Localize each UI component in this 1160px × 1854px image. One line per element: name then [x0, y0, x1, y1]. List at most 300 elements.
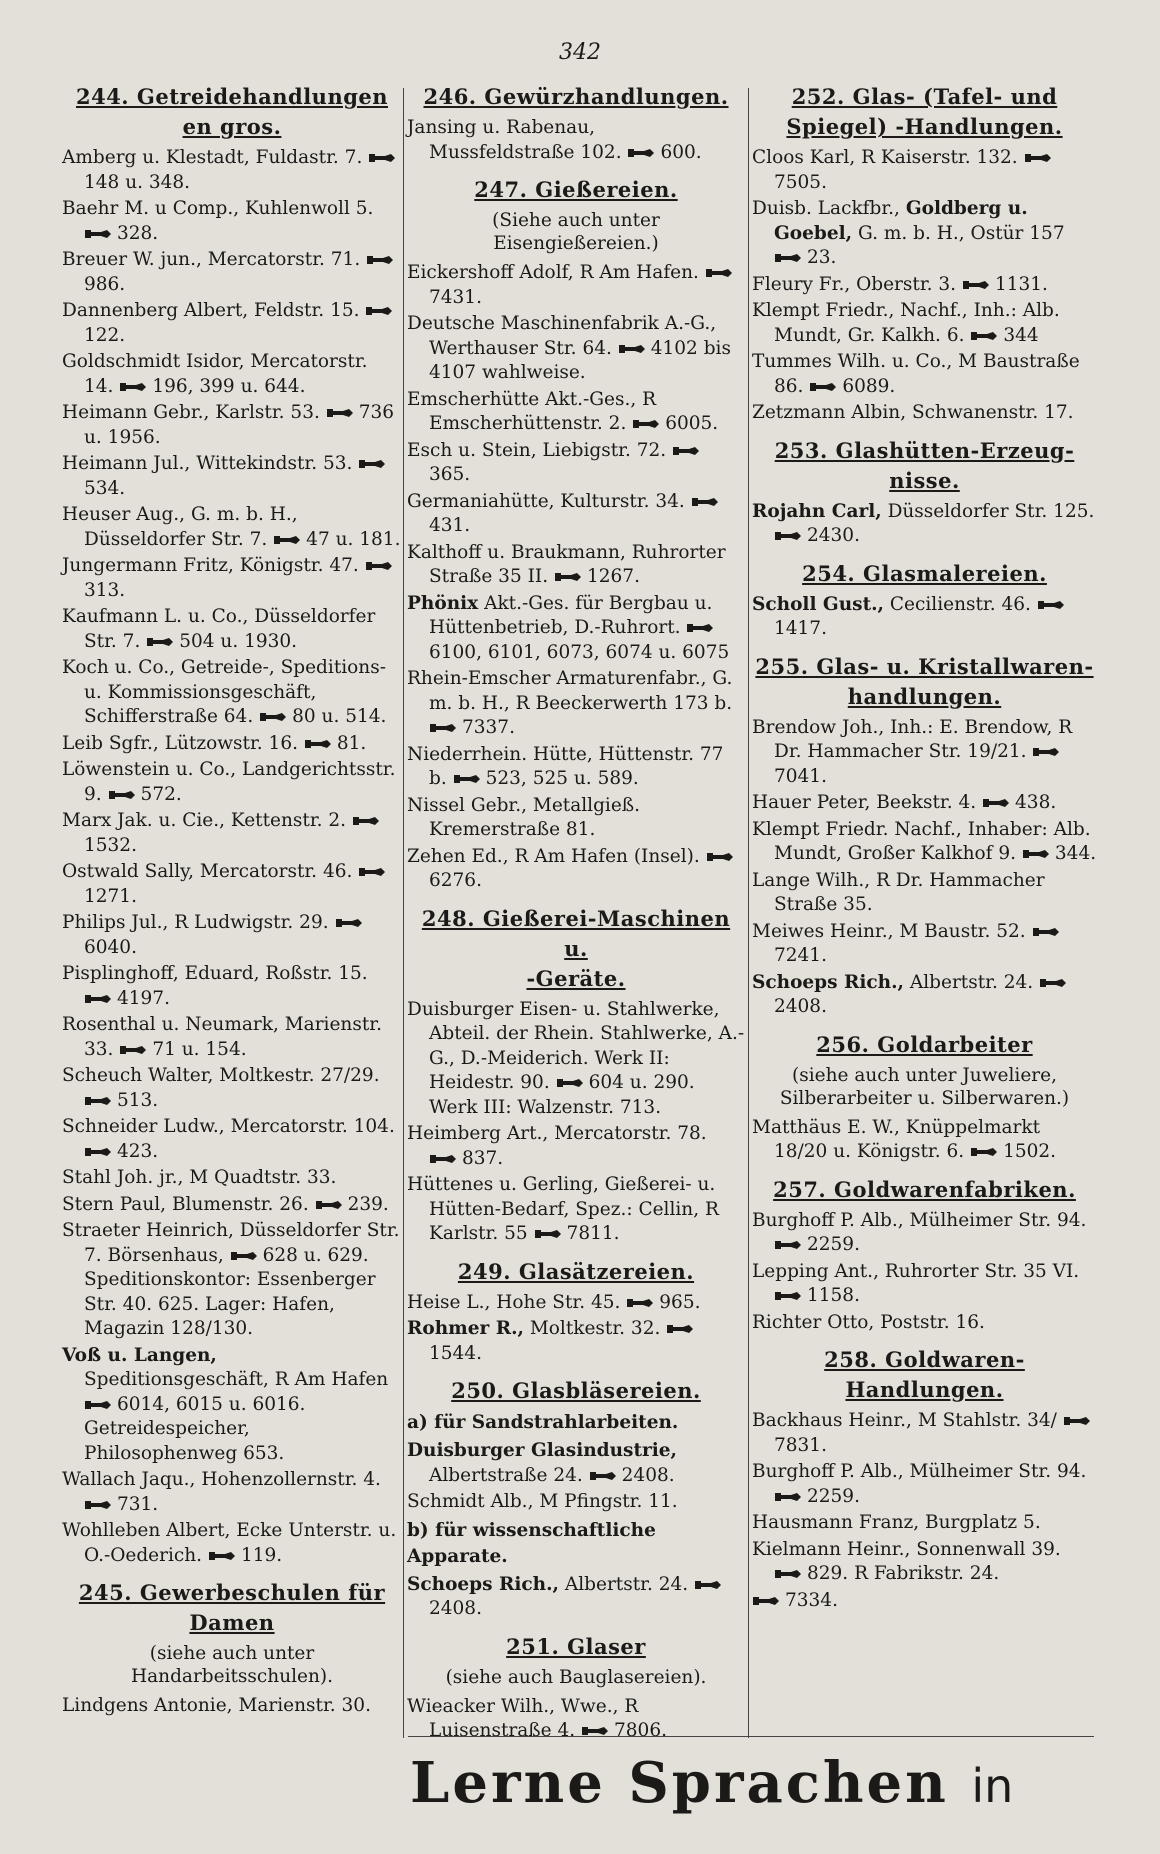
entry-phone: 7505.	[774, 171, 827, 193]
entry-address: Gießerei- u. Hütten-Bedarf, Spez.: Cellin, R Karlstr. 55	[429, 1174, 719, 1244]
entry-phone: 431.	[429, 515, 471, 536]
section-header	[752, 82, 1097, 142]
entry-phone: 731.	[117, 1493, 159, 1515]
phone-hand-icon	[589, 1470, 617, 1482]
phone-hand-icon	[84, 1399, 112, 1411]
directory-entry	[752, 716, 1097, 790]
entry-name: Stahl Joh. jr.,	[62, 1167, 184, 1188]
entry-phone: 7241.	[774, 945, 827, 966]
directory-entry	[62, 1694, 402, 1719]
entry-address: Knüppelmarkt 18/20 u. Königstr. 6.	[774, 1116, 1041, 1162]
phone-hand-icon	[626, 1297, 654, 1309]
entry-phone: 1417.	[774, 618, 827, 639]
entry-address: Mercatorstr. 46.	[199, 861, 353, 882]
entry-name: Backhaus Heinr.,	[752, 1410, 912, 1431]
phone-hand-icon	[666, 1323, 694, 1335]
entry-name: Dannenberg Albert,	[62, 300, 249, 321]
entry-name: Esch u. Stein,	[407, 439, 537, 461]
entry-name: Heimann Gebr.,	[62, 402, 210, 423]
entry-address: Albertstr. 24.	[909, 971, 1034, 993]
section-header-line: 255. Glas- u. Kristallwaren-	[755, 653, 1094, 679]
phone-hand-icon	[84, 228, 112, 240]
directory-entry	[752, 146, 1097, 195]
directory-entry	[407, 261, 745, 310]
directory-entry	[62, 401, 402, 450]
entry-address: Getreide-, Speditions- u. Kommissionsgeschäft, Schifferstraße 64.	[84, 657, 386, 727]
entry-address: Roßstr. 15.	[265, 963, 368, 984]
phone-hand-icon	[694, 1579, 722, 1591]
phone-hand-icon	[1063, 1415, 1091, 1427]
entry-phone: 7337.	[462, 717, 515, 738]
entry-name: Heise L.,	[407, 1291, 491, 1313]
directory-entry	[407, 592, 745, 666]
entry-name: Deutsche Maschinenfabrik A.-G.,	[407, 313, 717, 334]
directory-entry	[752, 971, 1097, 1020]
entry-address: Beekstr. 4.	[876, 792, 977, 813]
entry-address: Liebigstr. 72.	[542, 439, 667, 461]
entry-phone: 965.	[659, 1291, 701, 1313]
phone-hand-icon	[1032, 746, 1060, 758]
entry-name: Germaniahütte,	[407, 490, 555, 512]
section-header-line: 256. Goldarbeiter	[816, 1031, 1033, 1057]
phone-hand-icon	[352, 815, 380, 827]
phone-hand-icon	[632, 418, 660, 430]
directory-entry	[62, 1344, 402, 1467]
entry-phone: 628 u. 629. Speditionskontor: Essenberger Str. 40. 625. Lager: Hafen, Magazin 128/130.	[84, 1244, 376, 1339]
entry-address: Kuhlenwoll 5.	[245, 198, 374, 219]
entry-address: Mercatorstr. 78.	[554, 1123, 707, 1144]
phone-hand-icon	[706, 851, 734, 863]
phone-hand-icon	[752, 1595, 780, 1607]
directory-entry	[752, 1538, 1097, 1587]
column-1	[62, 82, 402, 1721]
entry-phone: 2259.	[807, 1234, 860, 1255]
phone-hand-icon	[230, 1250, 258, 1262]
phone-hand-icon	[358, 866, 386, 878]
section-header-line: 247. Gießereien.	[474, 177, 678, 202]
directory-entry	[752, 197, 1097, 271]
entry-phone: 438.	[1015, 792, 1057, 813]
phone-hand-icon	[119, 381, 147, 393]
directory-entry	[407, 1573, 745, 1622]
directory-entry	[407, 1317, 745, 1366]
entry-address: R Dr. Hammacher Straße 35.	[774, 869, 1045, 915]
entry-phone: 7831.	[774, 1434, 827, 1456]
entry-address: Lützowstr. 16.	[164, 732, 298, 754]
phone-hand-icon	[358, 458, 386, 470]
entry-name: Emscherhütte Akt.-Ges.,	[407, 388, 637, 410]
entry-name: Hüttenes u. Gerling,	[407, 1174, 599, 1195]
entry-name: Kielmann Heinr.,	[752, 1538, 911, 1560]
entry-address: Landgerichtsstr. 9.	[84, 759, 396, 805]
entry-name: Rohmer R.,	[407, 1318, 524, 1339]
entry-address: Fuldastr. 7.	[255, 147, 363, 168]
entry-name: Schneider Ludw.,	[62, 1116, 225, 1137]
section-header-line: 248. Gießerei-Maschinen u.	[421, 905, 731, 961]
directory-entry	[407, 541, 745, 590]
section-header	[62, 1578, 402, 1638]
entry-name: Scheuch Walter,	[62, 1065, 214, 1086]
directory-entry	[407, 845, 745, 894]
phone-hand-icon	[304, 738, 332, 750]
entry-phone: 71 u. 154.	[152, 1038, 247, 1060]
entry-name: Hausmann Franz,	[752, 1512, 920, 1533]
entry-name: Koch u. Co.,	[62, 657, 176, 678]
phone-hand-icon	[970, 330, 998, 342]
entry-address: Blumenstr. 26.	[171, 1193, 309, 1215]
entry-firm: Goldberg u. Goebel,	[774, 198, 1028, 244]
section-header-line: 246. Gewürzhandlungen.	[423, 84, 729, 109]
directory-entry	[752, 1511, 1097, 1536]
section-header	[752, 1175, 1097, 1205]
entry-address: Inh.: E. Brendow, R Dr. Hammacher Str. 19/21.	[774, 716, 1073, 762]
entry-address: Moltkestr. 27/29.	[219, 1065, 380, 1086]
entry-phone: 344.	[1054, 843, 1097, 864]
entry-address: Wittekindstr. 53.	[196, 453, 353, 474]
entry-address: Sonnenwall 39.	[916, 1538, 1061, 1560]
entry-name: Lepping Ant.,	[752, 1260, 879, 1282]
directory-entry	[62, 299, 402, 348]
entry-address: Ecke Unterstr. u. O.-Oederich.	[84, 1520, 397, 1566]
phone-hand-icon	[962, 279, 990, 291]
entry-phone: 328.	[117, 222, 159, 244]
entry-name: Marx Jak. u. Cie.,	[62, 810, 226, 831]
phone-hand-icon	[315, 1199, 343, 1211]
entry-phone: 1544.	[429, 1342, 482, 1364]
directory-entry	[62, 911, 402, 960]
entry-address: Düsseldorfer Str. 7. Börsenhaus,	[84, 1220, 400, 1266]
entry-name: Wieacker Wilh.,	[407, 1695, 556, 1717]
section-header	[752, 652, 1097, 712]
entry-phone: 600.	[660, 141, 702, 163]
phone-hand-icon	[429, 722, 457, 734]
directory-entry	[752, 818, 1097, 867]
section-header-line: 244. Getreidehandlungen	[75, 84, 389, 109]
directory-entry	[62, 860, 402, 909]
entry-address: G. m. b. H., Düsseldorfer Str. 7.	[84, 504, 298, 550]
column-rule	[403, 88, 404, 1738]
phone-hand-icon	[259, 711, 287, 723]
section-header	[752, 559, 1097, 589]
directory-entry	[62, 1468, 402, 1517]
phone-hand-icon	[429, 1153, 457, 1165]
entry-address: M Baustraße 86.	[774, 351, 1080, 397]
section-header-line: -Geräte.	[526, 965, 626, 991]
entry-address: Mülheimer Str. 94.	[909, 1209, 1087, 1231]
entry-name: Kaufmann L. u. Co.,	[62, 606, 249, 627]
entry-name: Philips Jul.,	[62, 912, 169, 933]
entry-address: R Kaiserstr. 132.	[861, 147, 1018, 168]
entry-name: Wohlleben Albert,	[62, 1520, 231, 1541]
entry-address: Abteil. der Rhein. Stahlwerke, A.-G., D.-Meiderich. Werk II: Heidestr. 90.	[429, 1023, 745, 1093]
directory-entry	[62, 962, 402, 1011]
entry-phone: 736 u. 1956.	[84, 402, 395, 448]
entry-phone: 7431.	[429, 286, 482, 308]
entry-phone: 6089.	[842, 375, 896, 397]
directory-entry	[407, 794, 745, 843]
entry-name: Heimberg Art.,	[407, 1123, 549, 1144]
entry-phone: 1532.	[84, 834, 137, 856]
entry-phone: 2408.	[429, 1598, 482, 1619]
entry-name: Scholl Gust.,	[752, 593, 885, 615]
section-header	[752, 1345, 1097, 1405]
phone-hand-icon	[1022, 848, 1050, 860]
entry-name: Pisplinghoff, Eduard,	[62, 963, 260, 984]
entry-address: Mercatorstr. 104.	[230, 1116, 395, 1137]
subsection-label	[407, 1518, 745, 1570]
section-header	[62, 82, 402, 142]
directory-entry	[752, 1260, 1097, 1309]
entry-phone: 423.	[117, 1140, 159, 1162]
entry-address: Moltkestr. 32.	[529, 1318, 661, 1339]
entry-address: R Ludwigstr. 29.	[174, 912, 329, 933]
entry-phone: 81.	[336, 732, 367, 754]
directory-entry	[62, 809, 402, 858]
entry-address: Inhaber: Alb. Mundt, Großer Kalkhof 9.	[774, 818, 1091, 864]
entry-phone: 47 u. 181.	[306, 528, 401, 550]
section-header	[407, 82, 745, 112]
entry-name: Amberg u. Klestadt,	[62, 147, 250, 168]
entry-address: R Am Hafen (Insel).	[514, 845, 700, 867]
phone-hand-icon	[691, 496, 719, 508]
entry-phone: 1131.	[994, 273, 1048, 295]
directory-entry	[407, 490, 745, 539]
entry-phone: 148 u. 348.	[84, 171, 191, 193]
entry-phone: 4102 bis 4107 wahlweise.	[429, 337, 731, 383]
directory-entry	[62, 350, 402, 399]
entry-address: Mülheimer Str. 94.	[909, 1461, 1087, 1482]
phone-hand-icon	[534, 1228, 562, 1240]
directory-entry	[407, 998, 745, 1121]
section-header-line: 245. Gewerbeschulen für	[78, 1580, 386, 1605]
phone-hand-icon	[84, 1095, 112, 1107]
phone-hand-icon	[335, 917, 363, 929]
subsection-label-text: b) für wissenschaftliche Apparate.	[407, 1519, 656, 1567]
entry-address: G. m. b. H., Ostür 157	[857, 222, 1065, 244]
entry-phone: 365.	[429, 464, 471, 485]
entry-phone: 6100, 6101, 6073, 6074 u. 6075	[429, 641, 730, 663]
directory-entry	[407, 312, 745, 386]
entry-name: Heuser Aug.,	[62, 504, 186, 525]
entry-address: Nachf., Inh.: Alb. Mundt, Gr. Kalkh. 6.	[774, 300, 1060, 346]
entry-name: Straeter Heinrich,	[62, 1220, 234, 1241]
entry-name: Cloos Karl,	[752, 147, 856, 168]
entry-phone: 122.	[84, 324, 126, 346]
entry-name: Löwenstein u. Co.,	[62, 759, 237, 780]
directory-entry	[62, 197, 402, 246]
entry-address: R Am Hafen.	[579, 262, 699, 283]
section-header-line: 258. Goldwaren-	[824, 1347, 1025, 1372]
entry-phone: 6014, 6015 u. 6016. Getreidespeicher, Philosophenweg 653.	[84, 1393, 306, 1464]
entry-name: Phönix	[407, 592, 479, 614]
entry-name: Jansing u. Rabenau,	[407, 117, 595, 138]
directory-entry	[752, 500, 1097, 549]
entry-name: Lindgens Antonie,	[62, 1695, 233, 1716]
entry-name: Meiwes Heinr.,	[752, 920, 894, 942]
entry-address: Ruhrorter Straße 35 II.	[429, 541, 726, 587]
section-header-line: en gros.	[182, 114, 282, 139]
page-number: 342	[559, 40, 601, 65]
phone-hand-icon	[774, 1491, 802, 1503]
phone-hand-icon	[627, 147, 655, 159]
section-header-line: 251. Glaser	[506, 1633, 646, 1659]
phone-hand-icon	[365, 305, 393, 317]
directory-entry	[62, 758, 402, 807]
section-header-line: 253. Glashütten-Erzeug-	[774, 437, 1075, 463]
phone-hand-icon	[1032, 926, 1060, 938]
entry-phone: 1271.	[84, 885, 137, 907]
entry-name: Schmidt Alb.,	[407, 1491, 534, 1512]
entry-address: Feldstr. 15.	[254, 300, 360, 321]
entry-phone: 4197.	[117, 987, 170, 1009]
entry-address: Oberstr. 3.	[856, 273, 957, 295]
entry-address: Speditionsgeschäft, R Am Hafen	[84, 1369, 389, 1390]
directory-entry	[752, 401, 1097, 426]
entry-name: Hauer Peter,	[752, 792, 871, 813]
directory-entry	[62, 146, 402, 195]
section-note: (siehe auch unter Handarbeitsschulen).	[131, 1643, 333, 1687]
entry-address: Schwanenstr. 17.	[912, 402, 1074, 423]
section-note: (siehe auch unter Juweliere, Silberarbeiter u. Silberwaren.)	[779, 1064, 1070, 1109]
subsection-label	[407, 1410, 745, 1436]
entry-address: Burgplatz 5.	[925, 1512, 1041, 1533]
entry-phone: 7806.	[614, 1720, 667, 1741]
section-header-line: Spiegel) -Handlungen.	[786, 114, 1063, 139]
entry-phone: 344	[1003, 324, 1039, 346]
directory-entry	[752, 1460, 1097, 1509]
section-header	[407, 1632, 745, 1662]
entry-address: Königstr. 47.	[239, 555, 359, 576]
section-header	[407, 904, 745, 994]
entry-name: Ostwald Sally,	[62, 861, 195, 882]
entry-address: Düsseldorfer Str. 125.	[887, 500, 1095, 522]
entry-address: Werthauser Str. 64.	[429, 337, 612, 359]
section-header-line: 250. Glasbläsereien.	[451, 1378, 701, 1403]
entry-phone: 7041.	[774, 765, 827, 787]
ad-main-text: Lerne Sprachen	[410, 1750, 949, 1816]
entry-address: G. m. b. H., R Beeckerwerth 173 b.	[429, 668, 733, 714]
directory-entry	[752, 1589, 1097, 1614]
phone-hand-icon	[970, 1146, 998, 1158]
directory-entry	[407, 439, 745, 488]
directory-entry	[62, 1064, 402, 1113]
phone-hand-icon	[1039, 977, 1067, 989]
directory-entry	[62, 1219, 402, 1342]
section-note: (siehe auch Bauglasereien).	[445, 1666, 707, 1688]
entry-address: Mussfeldstraße 102.	[429, 141, 622, 163]
entry-phone: 504 u. 1930.	[179, 630, 298, 652]
directory-entry	[62, 248, 402, 297]
phone-hand-icon	[774, 1239, 802, 1251]
section-header	[407, 1376, 745, 1406]
directory-entry	[62, 503, 402, 552]
directory-entry	[407, 1439, 745, 1488]
entry-phone: 23.	[807, 247, 837, 268]
entry-address: Ruhrorter Str. 35 VI.	[884, 1260, 1080, 1282]
directory-entry	[62, 656, 402, 730]
entry-address: R Emscherhüttenstr. 2.	[429, 388, 657, 434]
entry-name: Richter Otto,	[752, 1311, 875, 1333]
entry-name: Brendow Joh.,	[752, 716, 885, 738]
entry-phone: 2430.	[807, 525, 860, 546]
phone-hand-icon	[774, 530, 802, 542]
section-header	[752, 1030, 1097, 1060]
entry-address: Düsseldorfer Str. 7.	[84, 606, 376, 652]
phone-hand-icon	[273, 534, 301, 546]
entry-name: Duisburger Eisen- u. Stahlwerke,	[407, 998, 720, 1020]
subsection-label-text: a) für Sandstrahlarbeiten.	[407, 1412, 679, 1433]
entry-address: Albertstr. 24.	[564, 1573, 689, 1595]
directory-entry	[62, 1013, 402, 1062]
entry-phone: 1158.	[807, 1285, 860, 1306]
phone-hand-icon	[368, 152, 396, 164]
section-header-line: handlungen.	[847, 683, 1002, 709]
entry-address: Karlstr. 53.	[215, 402, 320, 423]
section-header-line: Damen	[189, 1610, 275, 1635]
entry-address: M Baustr. 52.	[899, 920, 1026, 942]
directory-entry	[752, 350, 1097, 399]
directory-entry	[407, 1490, 745, 1515]
entry-address: Hohe Str. 45.	[496, 1291, 621, 1313]
section-header	[407, 1257, 745, 1287]
entry-name: Duisb. Lackfbr.,	[752, 198, 900, 219]
directory-entry	[407, 116, 745, 165]
section-header-line: 249. Glasätzereien.	[457, 1258, 695, 1284]
entry-address: Mercatorstr. 14.	[84, 351, 368, 397]
entry-name: Zehen Ed.,	[407, 845, 509, 867]
directory-entry	[62, 605, 402, 654]
entry-name: Rojahn Carl,	[752, 500, 882, 522]
section-header-line: 252. Glas- (Tafel- und	[791, 84, 1058, 109]
entry-name: Heimann Jul.,	[62, 453, 191, 474]
phone-hand-icon	[618, 343, 646, 355]
entry-address: Akt.-Ges. für Bergbau u. Hüttenbetrieb, D.-Ruhrort.	[429, 592, 713, 638]
entry-phone: 6276.	[429, 870, 482, 891]
phone-hand-icon	[84, 1499, 112, 1511]
entry-name: Tummes Wilh. u. Co.,	[752, 351, 953, 372]
directory-entry	[407, 1173, 745, 1247]
section-header	[407, 175, 745, 205]
entry-phone: 7334.	[785, 1589, 838, 1611]
entry-name: Klempt Friedr. Nachf.,	[752, 818, 962, 840]
entry-address: Marienstr. 30.	[238, 1695, 371, 1716]
directory-entry	[752, 920, 1097, 969]
directory-entry	[752, 1409, 1097, 1458]
entry-phone: 523, 525 u. 589.	[485, 768, 639, 789]
entry-address: Kettenstr. 2.	[230, 810, 347, 831]
entry-name: Goldschmidt Isidor,	[62, 351, 245, 372]
phone-hand-icon	[672, 445, 700, 457]
phone-hand-icon	[705, 267, 733, 279]
directory-entry	[752, 1116, 1097, 1165]
column-2	[407, 82, 745, 1746]
entry-address: Kulturstr. 34.	[560, 490, 685, 512]
entry-address: Marienstr. 33.	[84, 1014, 382, 1060]
entry-address: M Quadtstr. 33.	[189, 1167, 337, 1188]
advertisement-banner	[410, 1750, 1013, 1816]
entry-name: Burghoff P. Alb.,	[752, 1209, 904, 1231]
entry-phone: 1502.	[1003, 1141, 1057, 1162]
directory-entry	[752, 869, 1097, 918]
entry-name: Eickershoff Adolf,	[407, 262, 574, 283]
entry-phone: 2259.	[807, 1485, 860, 1507]
entry-name: Stern Paul,	[62, 1193, 167, 1215]
entry-address: Albertstraße 24.	[429, 1464, 583, 1486]
phone-hand-icon	[108, 789, 136, 801]
entry-name: Leib Sgfr.,	[62, 732, 159, 754]
entry-phone: 2408.	[774, 996, 827, 1017]
entry-phone: 829. R Fabrikstr. 24.	[807, 1563, 1000, 1584]
